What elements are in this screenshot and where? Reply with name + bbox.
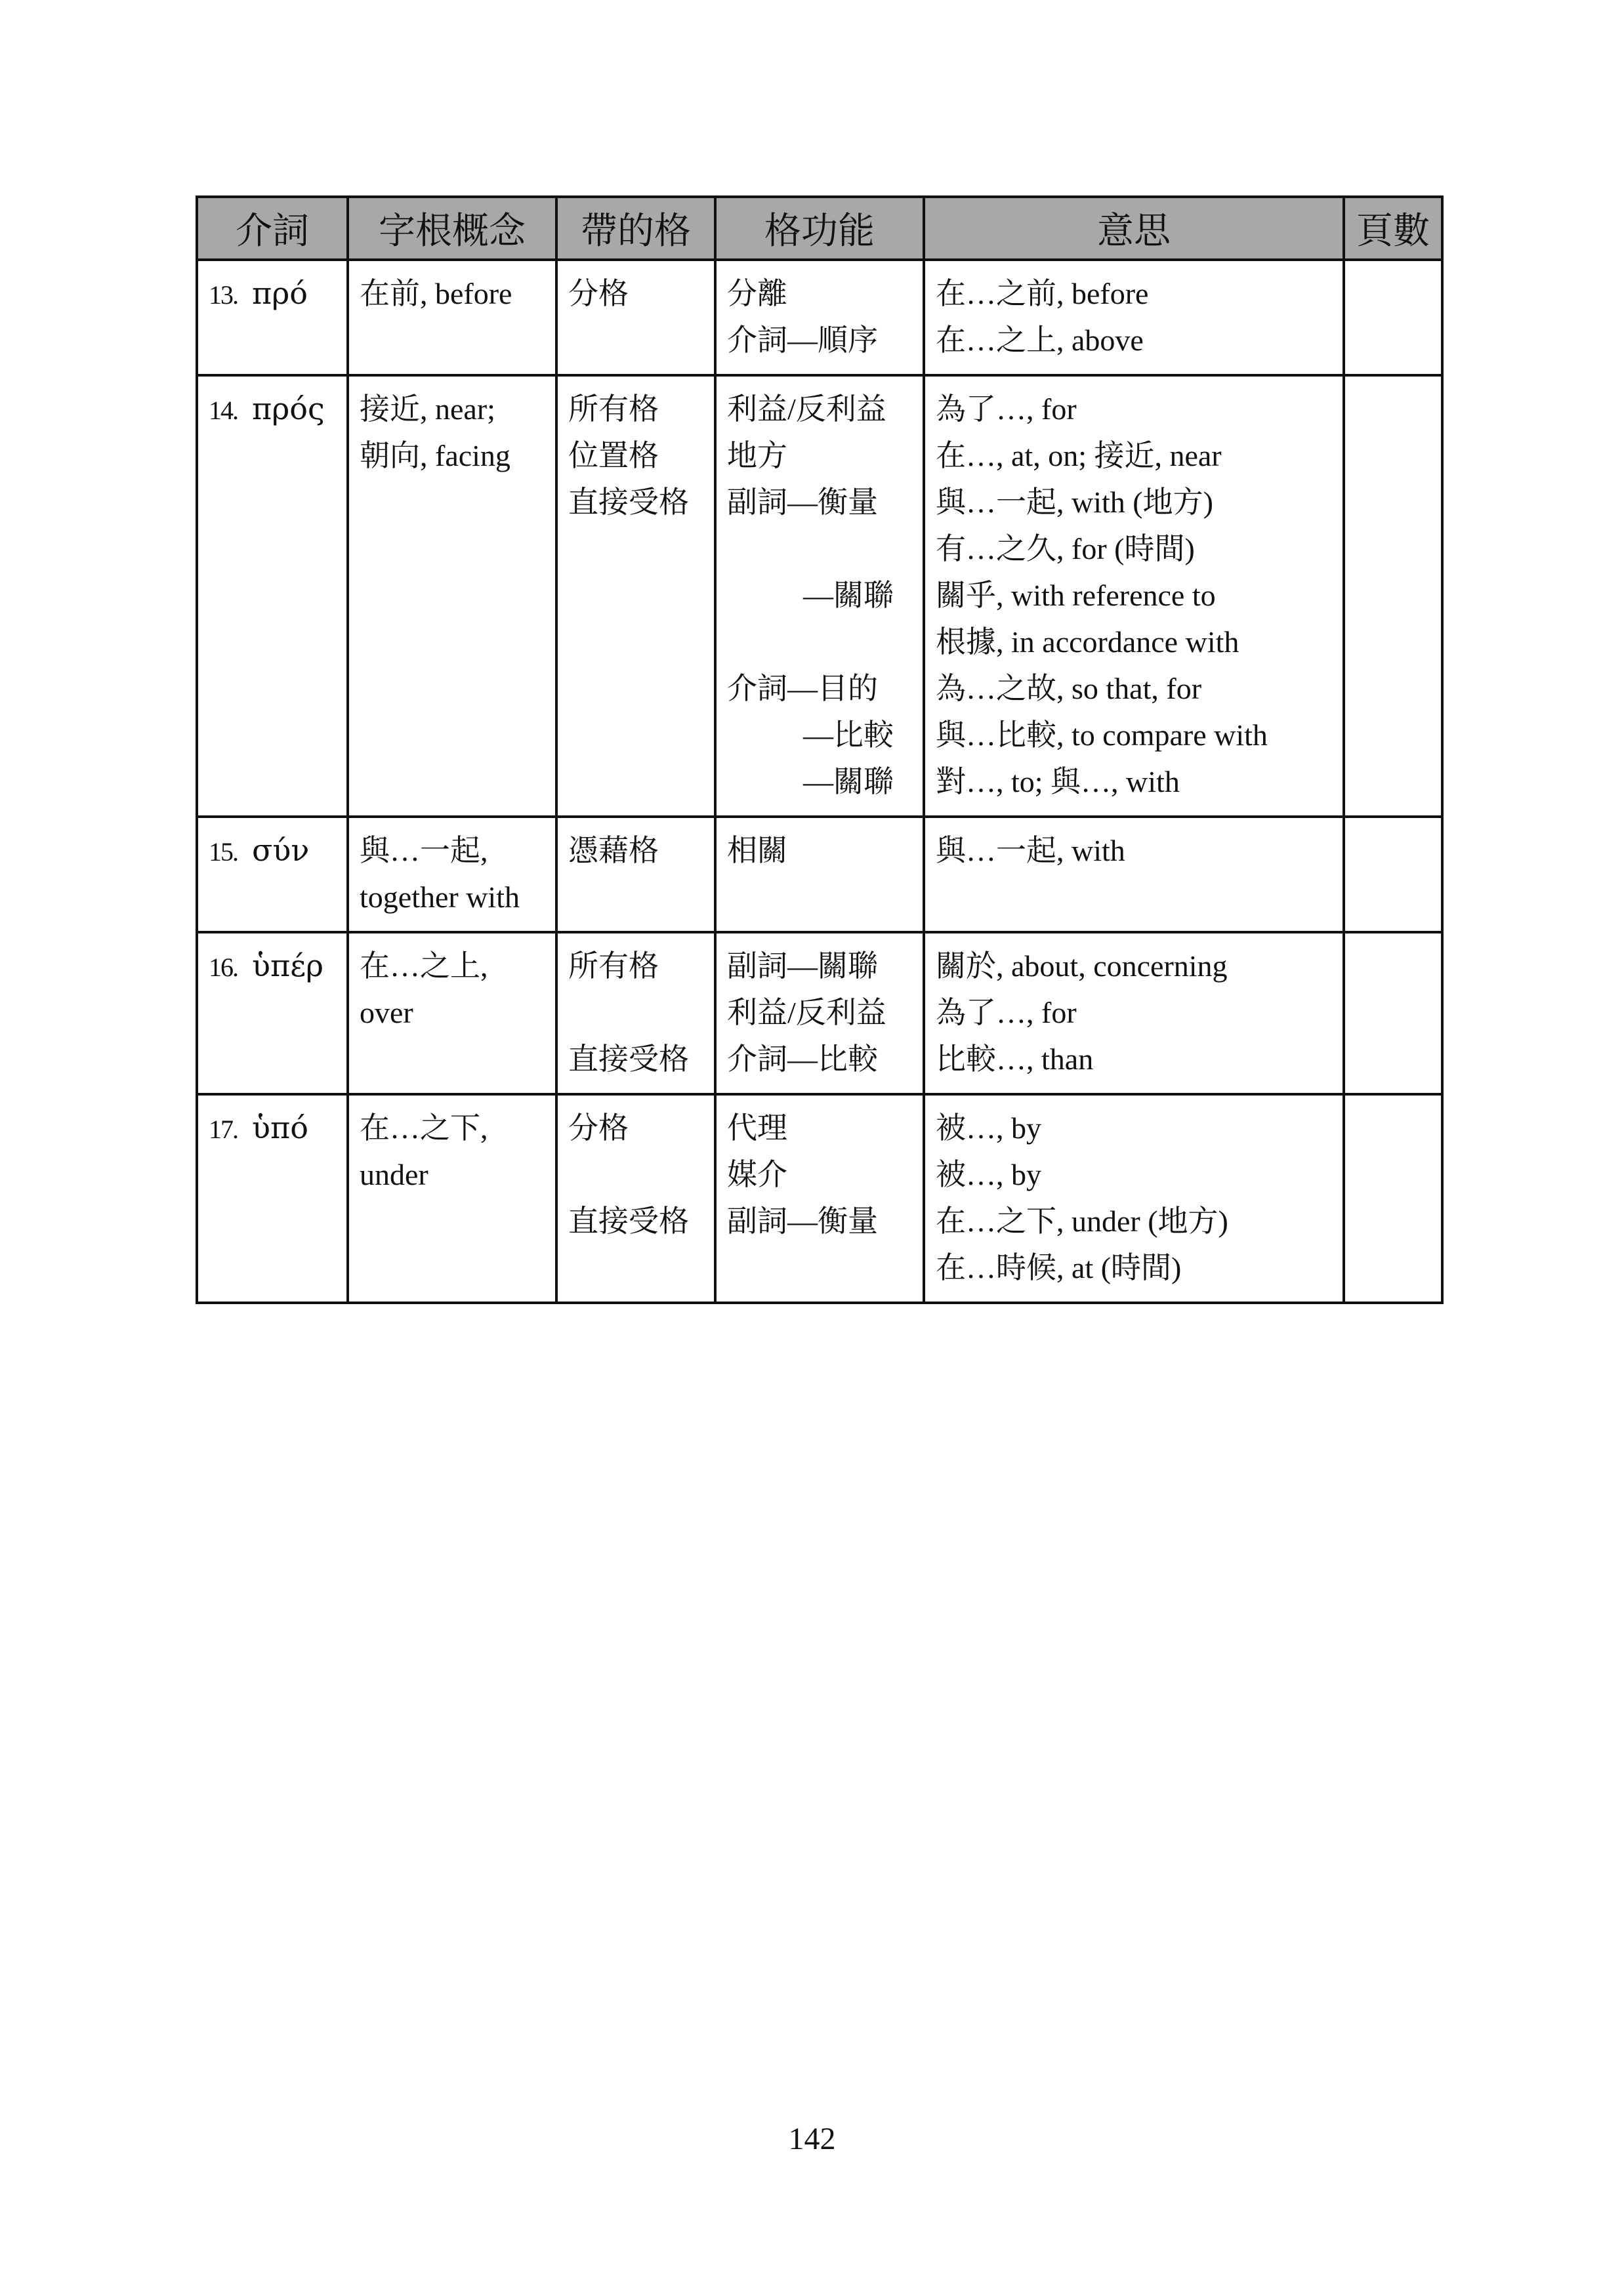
case-function-line: 副詞—衡量	[727, 485, 878, 519]
case-cell	[556, 817, 715, 932]
root-concept-line: 接近, near;	[360, 392, 495, 426]
preposition	[209, 827, 336, 875]
preposition-cell	[197, 375, 348, 817]
meaning-cell	[924, 1094, 1344, 1303]
case-line: 分格	[568, 277, 629, 310]
preposition-cell	[197, 1094, 348, 1303]
greek-word: ὑπό	[252, 1110, 308, 1145]
case-function-line	[727, 525, 912, 572]
case-function-line: 分離	[727, 277, 787, 310]
root-concept-cell	[348, 375, 556, 817]
entry-number: 17.	[209, 1115, 238, 1144]
preposition-cell	[197, 932, 348, 1094]
meaning-line: 在…之下, under (地方)	[936, 1204, 1228, 1238]
case-function-line: 副詞—關聯	[727, 949, 878, 983]
page-cell	[1344, 260, 1442, 375]
case-function-line: 利益/反利益	[727, 392, 886, 426]
meaning-line: 對…, to; 與…, with	[936, 765, 1180, 798]
case-cell	[556, 932, 715, 1094]
case-line: 直接受格	[568, 1204, 689, 1238]
meaning-line: 根據, in accordance with	[936, 625, 1239, 659]
meaning-line: 被…, by	[936, 1111, 1041, 1145]
preposition-table	[196, 195, 1444, 1304]
header-page: 頁數	[1344, 197, 1442, 260]
case-function-cell	[715, 260, 924, 375]
page-number: 142	[788, 2122, 836, 2156]
preposition	[209, 386, 336, 434]
case-function-line: —關聯	[803, 579, 894, 612]
root-concept-cell	[348, 1094, 556, 1303]
entry-number: 15.	[209, 837, 238, 867]
preposition-cell	[197, 817, 348, 932]
meaning-line: 關乎, with reference to	[936, 579, 1216, 612]
entry-number: 16.	[209, 953, 238, 982]
case-function-cell	[715, 932, 924, 1094]
case-function-line: 利益/反利益	[727, 996, 886, 1029]
meaning-line: 為了…, for	[936, 996, 1077, 1029]
root-concept-line: together with	[360, 880, 520, 914]
case-line: 位置格	[568, 439, 659, 472]
greek-word: ὑπέρ	[252, 948, 324, 983]
root-concept-line: 在…之上,	[360, 949, 488, 983]
case-function-line: 介詞—順序	[727, 323, 878, 357]
header-case-function: 格功能	[715, 197, 924, 260]
meaning-cell	[924, 260, 1344, 375]
preposition	[209, 270, 336, 318]
table-row	[197, 375, 1442, 817]
greek-word: πρό	[252, 276, 308, 311]
header-row	[197, 197, 1442, 260]
meaning-line: 為了…, for	[936, 392, 1077, 426]
case-function-line: 介詞—目的	[727, 672, 878, 705]
case-line: 分格	[568, 1111, 629, 1145]
page-cell	[1344, 932, 1442, 1094]
header-preposition: 介詞	[197, 197, 348, 260]
preposition	[209, 943, 336, 991]
case-function-line: 代理	[727, 1111, 787, 1145]
meaning-line: 在…, at, on; 接近, near	[936, 439, 1222, 472]
case-function-line: —關聯	[803, 765, 894, 798]
root-concept-line: 在前, before	[360, 277, 512, 310]
meaning-cell	[924, 932, 1344, 1094]
meaning-line: 在…時候, at (時間)	[936, 1251, 1182, 1284]
case-function-cell	[715, 817, 924, 932]
header-root-concept: 字根概念	[348, 197, 556, 260]
root-concept-cell	[348, 932, 556, 1094]
root-concept-line: over	[360, 996, 413, 1029]
greek-word: σύν	[252, 832, 310, 868]
case-line: 所有格	[568, 392, 659, 426]
preposition-cell	[197, 260, 348, 375]
page-cell	[1344, 817, 1442, 932]
meaning-line: 有…之久, for (時間)	[936, 532, 1195, 565]
preposition	[209, 1105, 336, 1153]
root-concept-cell	[348, 817, 556, 932]
meaning-line: 與…一起, with (地方)	[936, 485, 1213, 519]
case-function-line	[727, 619, 912, 665]
case-function-line: 媒介	[727, 1158, 787, 1191]
root-concept-line: 在…之下,	[360, 1111, 488, 1145]
greek-word: πρός	[252, 391, 325, 426]
table-body	[197, 260, 1442, 1303]
meaning-line: 比較…, than	[936, 1042, 1094, 1076]
root-concept-line: under	[360, 1158, 428, 1191]
meaning-line: 在…之上, above	[936, 323, 1144, 357]
root-concept-cell	[348, 260, 556, 375]
case-function-cell	[715, 1094, 924, 1303]
case-function-line: 介詞—比較	[727, 1042, 878, 1076]
meaning-line: 在…之前, before	[936, 277, 1149, 310]
page-cell	[1344, 1094, 1442, 1303]
case-function-line: —比較	[803, 718, 894, 752]
entry-number: 14.	[209, 396, 238, 425]
table-row	[197, 932, 1442, 1094]
table-row	[197, 817, 1442, 932]
case-function-line: 地方	[727, 439, 787, 472]
root-concept-line: 與…一起,	[360, 834, 488, 867]
meaning-line: 與…比較, to compare with	[936, 718, 1268, 752]
meaning-line: 與…一起, with	[936, 834, 1125, 867]
meaning-cell	[924, 817, 1344, 932]
case-cell	[556, 375, 715, 817]
case-line: 直接受格	[568, 1042, 689, 1076]
root-concept-line: 朝向, facing	[360, 439, 510, 472]
case-line	[568, 989, 703, 1036]
entry-number: 13.	[209, 280, 238, 310]
case-function-line: 相關	[727, 834, 787, 867]
meaning-line: 關於, about, concerning	[936, 949, 1228, 983]
case-line: 直接受格	[568, 485, 689, 519]
case-function-cell	[715, 375, 924, 817]
header-case: 帶的格	[556, 197, 715, 260]
table-row	[197, 260, 1442, 375]
table-row	[197, 1094, 1442, 1303]
case-cell	[556, 260, 715, 375]
case-line: 所有格	[568, 949, 659, 983]
meaning-line: 被…, by	[936, 1158, 1041, 1191]
header-meaning: 意思	[924, 197, 1344, 260]
case-line: 憑藉格	[568, 834, 659, 867]
page-cell	[1344, 375, 1442, 817]
case-cell	[556, 1094, 715, 1303]
meaning-line: 為…之故, so that, for	[936, 672, 1202, 705]
case-line	[568, 1151, 703, 1198]
case-function-line: 副詞—衡量	[727, 1204, 878, 1238]
meaning-cell	[924, 375, 1344, 817]
